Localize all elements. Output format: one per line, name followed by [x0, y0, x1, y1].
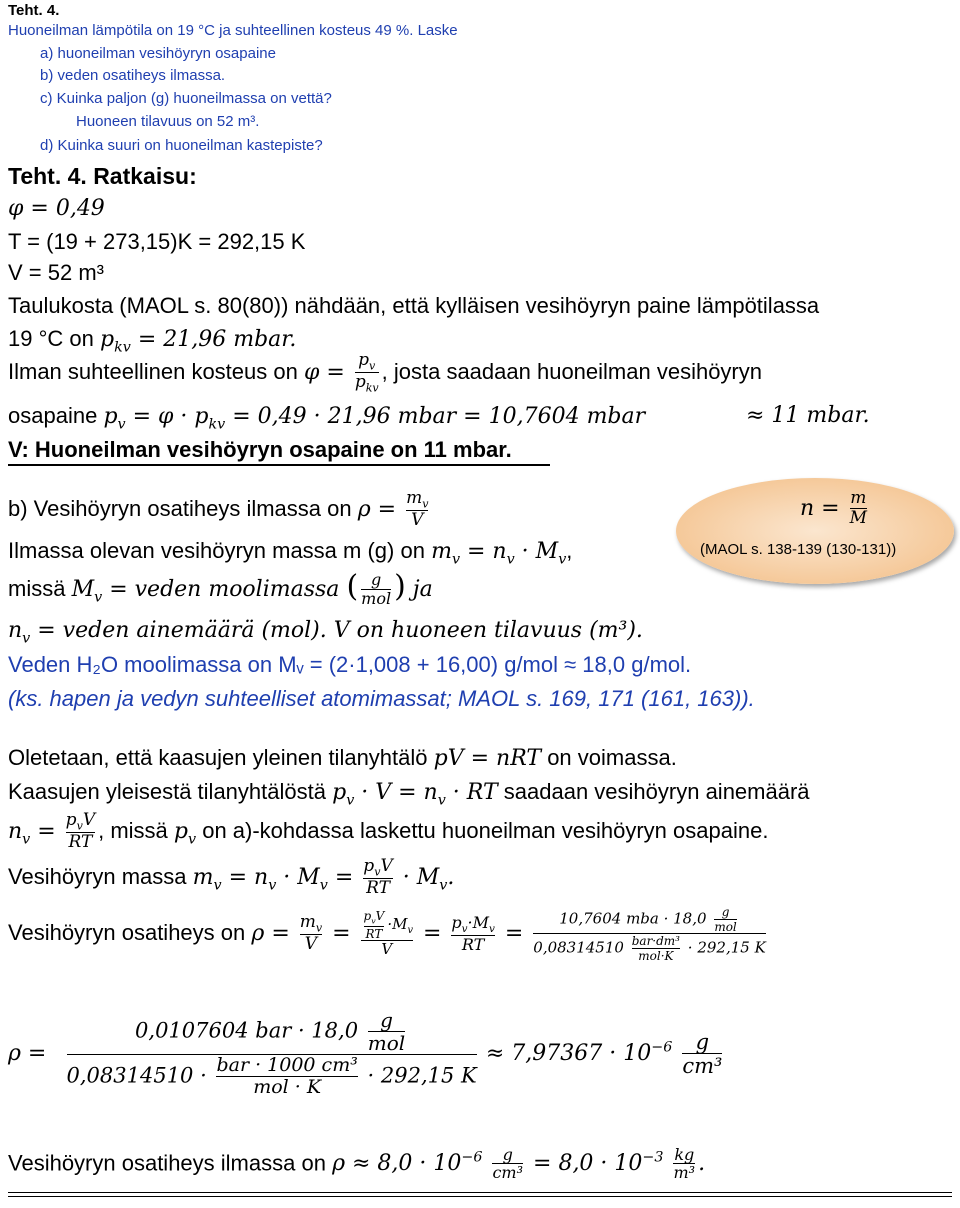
osapaine-line [8, 403, 645, 437]
task-item-volume: Huoneen tilavuus on 52 m³. [76, 113, 260, 130]
gas-line-4: Vesihöyryn massa $m_v = n_v \cdot M_v$ = $\frac{p_vV}{RT}$ · $M_v$. [8, 856, 455, 898]
gas-line-5: Vesihöyryn osatiheys on ρ = $\frac{m_v}{V}$ = $\frac{p_vV}{RT}$ $\cdot M_v$ V = $\frac{p_v\cdot M_v}{RT}$ = 10,7604 mba · 18,0 $\frac{g}{\text{mol}}$ 0,08314510 $\frac{\text{bar·dm³}}{\text{mol·K}}$ · 292,15 K [8, 905, 766, 963]
part-b-line-2: Ilmassa olevan vesihöyryn massa m (g) on $m_v = n_v \cdot M_v$, [8, 538, 573, 568]
part-b-line-4: $n_v$ = veden ainemäärä (mol). V on huoneen tilavuus (m³). [8, 618, 643, 647]
solution-heading: Teht. 4. Ratkaisu: [8, 163, 197, 189]
bottom-rule-1 [8, 1192, 952, 1193]
rel-hum-formula: φ = $\frac{p_v}{p_{kv}}$ [303, 350, 379, 395]
answer-a: V: Huoneilman vesihöyryn osapaine on 11 mbar. [8, 437, 512, 462]
gas-line-3: $n_v$ = $\frac{p_vV}{RT}$ , missä $p_v$ on a)-kohdassa laskettu huoneilman vesihöyryn osapaine. [8, 810, 769, 852]
answer-underline [8, 464, 550, 466]
task-title: Teht. 4. [8, 2, 60, 19]
volume-line: V = 52 m³ [8, 260, 104, 285]
task-intro: Huoneilman lämpötila on 19 °C ja suhteellinen kosteus 49 %. Laske [8, 22, 458, 39]
rel-hum-tail: , josta saadaan huoneilman vesihöyryn [381, 358, 762, 384]
table-line-2-text: 19 °C on [8, 326, 94, 351]
temperature-line: T = (19 + 273,15)K = 292,15 K [8, 229, 306, 254]
task-item-b: b) veden osatiheys ilmassa. [40, 67, 226, 84]
atomic-mass-ref: (ks. hapen ja vedyn suhteelliset atomimassat; MAOL s. 169, 171 (161, 163)). [8, 686, 755, 711]
osapaine-approx: ≈ 11 mbar. [746, 403, 870, 428]
task-item-c: c) Kuinka paljon (g) huoneilmassa on vettä? [40, 90, 332, 107]
rel-hum-line [8, 352, 762, 394]
bottom-rule-2 [8, 1196, 952, 1197]
rel-hum-text: Ilman suhteellinen kosteus on [8, 358, 298, 384]
phi-value: φ = 0,49 [8, 196, 105, 221]
part-b-line-3: missä $M_v$ = veden moolimassa ( $\frac{g}{\text{mol}}$ ) ja [8, 568, 433, 608]
pkv-symbol: $p_{kv}$ [99, 327, 131, 356]
oval-ref: (MAOL s. 138-139 (130-131)) [700, 541, 897, 558]
final-answer: Vesihöyryn osatiheys ilmassa on $\rho \approx 8,0 \cdot 10^{-6}$ $\frac{g}{\text{cm³}}$ = $8,0 \cdot 10^{-3}$ $\frac{kg}{\text{m³}}$ . [8, 1144, 706, 1183]
task-item-d: d) Kuinka suuri on huoneilman kastepiste? [40, 137, 323, 154]
molar-mass-line: Veden H₂O moolimassa on Mᵥ = (2·1,008 + 16,00) g/mol ≈ 18,0 g/mol. [8, 652, 692, 677]
task-item-a: a) huoneilman vesihöyryn osapaine [40, 45, 276, 62]
part-b-line-1: b) Vesihöyryn osatiheys ilmassa on ρ = $\frac{m_v}{V}$ [8, 488, 429, 530]
rho-calculation: ρ = 0,0107604 bar · 18,0 $\frac{g}{\text{mol}}$ 0,08314510 · $\frac{\text{bar · 1000 cm³}}{\text{mol · K}}$ · 292,15 K ≈ $7,97367 \cdot 10^{-6}$ $\frac{g}{\text{cm³}}$ [8, 1008, 723, 1098]
osapaine-formula: $p_v = \varphi \cdot p_{kv} = 0,49 \cdot 21,96$ mbar = 10,7604 mbar [103, 404, 646, 433]
gas-line-2: Kaasujen yleisestä tilanyhtälöstä $p_v \cdot V = n_v$ · RT saadaan vesihöyryn ainemäärä [8, 779, 810, 809]
pkv-value: = 21,96 mbar. [130, 327, 297, 352]
gas-line-1: Oletetaan, että kaasujen yleinen tilanyhtälö pV = nRT on voimassa. [8, 745, 677, 771]
table-line-1: Taulukosta (MAOL s. 80(80)) nähdään, että kylläisen vesihöyryn paine lämpötilassa [8, 293, 820, 318]
osapaine-text: osapaine [8, 403, 98, 428]
oval-formula: n = $\frac{m}{M}$ [800, 488, 868, 528]
